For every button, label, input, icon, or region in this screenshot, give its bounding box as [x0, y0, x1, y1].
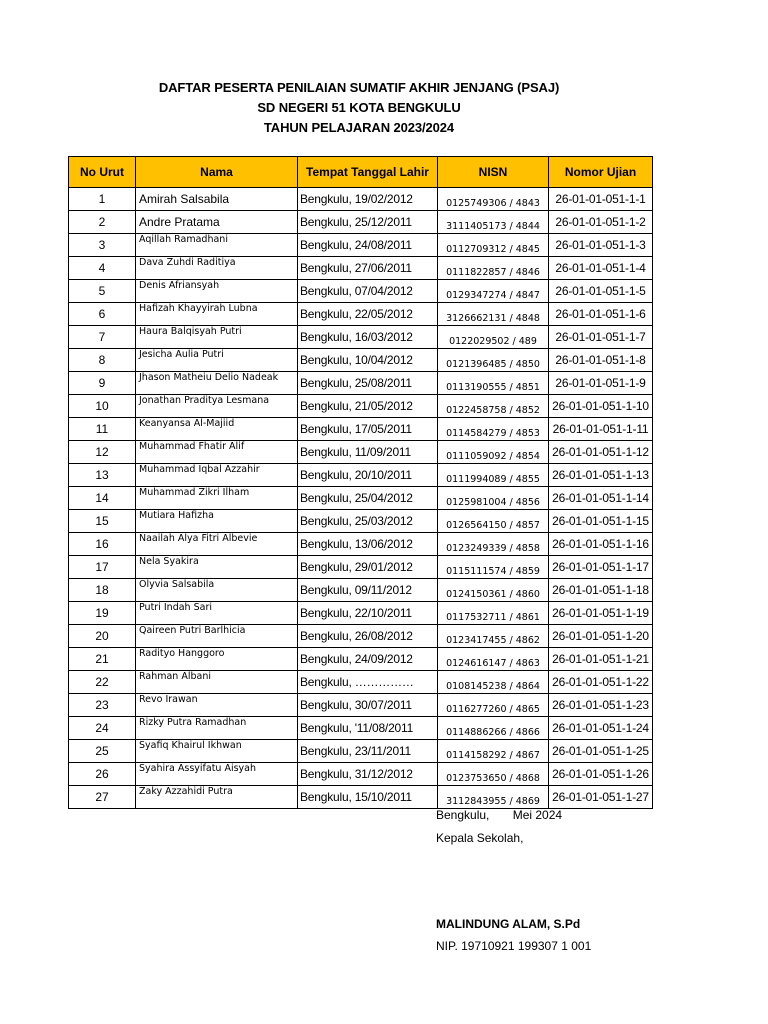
birth-place-date: Bengkulu, 27/06/2011: [298, 257, 438, 280]
exam-number: 26-01-01-051-1-25: [549, 740, 653, 763]
birth-place-date: Bengkulu, 25/03/2012: [298, 510, 438, 533]
exam-number: 26-01-01-051-1-13: [549, 464, 653, 487]
nisn: 0112709312 / 4845: [438, 234, 549, 257]
birth-place-date: Bengkulu, 23/11/2011: [298, 740, 438, 763]
table-row: [69, 556, 653, 579]
row-number: 25: [69, 740, 136, 763]
exam-number: 26-01-01-051-1-3: [549, 234, 653, 257]
birth-place-date: Bengkulu, 22/10/2011: [298, 602, 438, 625]
table-row: [69, 349, 653, 372]
birth-place-date: Bengkulu, 17/05/2011: [298, 418, 438, 441]
birth-place-date: Bengkulu, 07/04/2012: [298, 280, 438, 303]
row-number: 20: [69, 625, 136, 648]
student-name: Amirah Salsabila: [136, 188, 298, 211]
exam-number: 26-01-01-051-1-2: [549, 211, 653, 234]
row-number: 7: [69, 326, 136, 349]
row-number: 3: [69, 234, 136, 257]
exam-number: 26-01-01-051-1-15: [549, 510, 653, 533]
table-row: [69, 786, 653, 809]
document-title: DAFTAR PESERTA PENILAIAN SUMATIF AKHIR JENJANG (PSAJ): [158, 80, 560, 95]
nisn: 3111405173 / 4844: [438, 211, 549, 234]
student-name: Hafizah Khayyirah Lubna: [136, 303, 298, 326]
row-number: 22: [69, 671, 136, 694]
exam-number: 26-01-01-051-1-19: [549, 602, 653, 625]
table-row: [69, 464, 653, 487]
table-row: [69, 257, 653, 280]
nisn: 0115111574 / 4859: [438, 556, 549, 579]
student-name: Jonathan Praditya Lesmana: [136, 395, 298, 418]
table-row: [69, 625, 653, 648]
table-row: [69, 740, 653, 763]
nisn: 0116277260 / 4865: [438, 694, 549, 717]
table-row: [69, 510, 653, 533]
row-number: 24: [69, 717, 136, 740]
birth-place-date: Bengkulu, 25/12/2011: [298, 211, 438, 234]
row-number: 6: [69, 303, 136, 326]
student-name: Naailah Alya Fitri Albevie: [136, 533, 298, 556]
table-row: [69, 717, 653, 740]
nisn: 0114158292 / 4867: [438, 740, 549, 763]
nisn: 0125749306 / 4843: [438, 188, 549, 211]
nisn: 0121396485 / 4850: [438, 349, 549, 372]
exam-number: 26-01-01-051-1-22: [549, 671, 653, 694]
table-row: [69, 579, 653, 602]
birth-place-date: Bengkulu, 09/11/2012: [298, 579, 438, 602]
row-number: 11: [69, 418, 136, 441]
row-number: 5: [69, 280, 136, 303]
row-number: 1: [69, 188, 136, 211]
row-number: 10: [69, 395, 136, 418]
student-name: Dava Zuhdi Raditiya: [136, 257, 298, 280]
exam-number: 26-01-01-051-1-6: [549, 303, 653, 326]
student-name: Olyvia Salsabila: [136, 579, 298, 602]
table-row: [69, 280, 653, 303]
row-number: 19: [69, 602, 136, 625]
birth-place-date: Bengkulu, 15/10/2011: [298, 786, 438, 809]
table-row: [69, 418, 653, 441]
student-name: Putri Indah Sari: [136, 602, 298, 625]
nisn: 0123417455 / 4862: [438, 625, 549, 648]
exam-number: 26-01-01-051-1-5: [549, 280, 653, 303]
student-name: Nela Syakira: [136, 556, 298, 579]
table-row: [69, 671, 653, 694]
exam-number: 26-01-01-051-1-9: [549, 372, 653, 395]
nisn: 3126662131 / 4848: [438, 303, 549, 326]
column-header-nisn: NISN: [438, 157, 549, 188]
exam-number: 26-01-01-051-1-26: [549, 763, 653, 786]
exam-number: 26-01-01-051-1-4: [549, 257, 653, 280]
student-name: Keanyansa Al-Majiid: [136, 418, 298, 441]
signature-nip: NIP. 19710921 199307 1 001: [436, 939, 592, 953]
table-row: [69, 602, 653, 625]
school-name: SD NEGERI 51 KOTA BENGKULU: [257, 100, 461, 115]
nisn: 0123753650 / 4868: [438, 763, 549, 786]
nisn: 0126564150 / 4857: [438, 510, 549, 533]
student-name: Syahira Assyifatu Aisyah: [136, 763, 298, 786]
signature-place-date: Bengkulu, Mei 2024: [436, 808, 563, 822]
student-name: Aqillah Ramadhani: [136, 234, 298, 257]
exam-number: 26-01-01-051-1-27: [549, 786, 653, 809]
nisn: 0111059092 / 4854: [438, 441, 549, 464]
student-name: Haura Balqisyah Putri: [136, 326, 298, 349]
table-row: [69, 763, 653, 786]
nisn: 0124616147 / 4863: [438, 648, 549, 671]
birth-place-date: Bengkulu, 20/10/2011: [298, 464, 438, 487]
academic-year: TAHUN PELAJARAN 2023/2024: [263, 120, 455, 135]
row-number: 17: [69, 556, 136, 579]
exam-number: 26-01-01-051-1-21: [549, 648, 653, 671]
student-name: Muhammad Zikri Ilham: [136, 487, 298, 510]
nisn: 0114584279 / 4853: [438, 418, 549, 441]
nisn: 0125981004 / 4856: [438, 487, 549, 510]
signature-role: Kepala Sekolah,: [436, 831, 524, 845]
row-number: 27: [69, 786, 136, 809]
birth-place-date: Bengkulu, 22/05/2012: [298, 303, 438, 326]
birth-place-date: Bengkulu, 16/03/2012: [298, 326, 438, 349]
row-number: 21: [69, 648, 136, 671]
student-name: Andre Pratama: [136, 211, 298, 234]
table-row: [69, 487, 653, 510]
nisn: 0111822857 / 4846: [438, 257, 549, 280]
exam-number: 26-01-01-051-1-14: [549, 487, 653, 510]
row-number: 9: [69, 372, 136, 395]
column-header-ttl: Tempat Tanggal Lahir: [298, 157, 438, 188]
nisn: 0124150361 / 4860: [438, 579, 549, 602]
exam-number: 26-01-01-051-1-23: [549, 694, 653, 717]
nisn: 0122029502 / 489: [438, 326, 549, 349]
birth-place-date: Bengkulu, 11/09/2011: [298, 441, 438, 464]
nisn: 0123249339 / 4858: [438, 533, 549, 556]
column-header-ujian: Nomor Ujian: [549, 157, 653, 188]
exam-number: 26-01-01-051-1-1: [549, 188, 653, 211]
row-number: 4: [69, 257, 136, 280]
table-row: [69, 648, 653, 671]
row-number: 12: [69, 441, 136, 464]
birth-place-date: Bengkulu, 26/08/2012: [298, 625, 438, 648]
birth-place-date: Bengkulu, 13/06/2012: [298, 533, 438, 556]
student-name: Denis Afriansyah: [136, 280, 298, 303]
student-name: Radityo Hanggoro: [136, 648, 298, 671]
student-name: Jesicha Aulia Putri: [136, 349, 298, 372]
table-header-row: [69, 157, 653, 188]
nisn: 0113190555 / 4851: [438, 372, 549, 395]
student-name: Qaireen Putri Barlhicia: [136, 625, 298, 648]
exam-number: 26-01-01-051-1-12: [549, 441, 653, 464]
exam-number: 26-01-01-051-1-24: [549, 717, 653, 740]
birth-place-date: Bengkulu, 21/05/2012: [298, 395, 438, 418]
table-body: [69, 188, 653, 809]
student-name: Jhason Matheiu Delio Nadeak: [136, 372, 298, 395]
row-number: 8: [69, 349, 136, 372]
birth-place-date: Bengkulu, 25/08/2011: [298, 372, 438, 395]
row-number: 15: [69, 510, 136, 533]
exam-number: 26-01-01-051-1-18: [549, 579, 653, 602]
exam-number: 26-01-01-051-1-17: [549, 556, 653, 579]
row-number: 18: [69, 579, 136, 602]
exam-number: 26-01-01-051-1-11: [549, 418, 653, 441]
row-number: 26: [69, 763, 136, 786]
column-header-nama: Nama: [136, 157, 298, 188]
table-row: [69, 326, 653, 349]
column-header-no: No Urut: [69, 157, 136, 188]
nisn: 0129347274 / 4847: [438, 280, 549, 303]
birth-place-date: Bengkulu, ……………: [298, 671, 438, 694]
row-number: 2: [69, 211, 136, 234]
table-row: [69, 441, 653, 464]
exam-number: 26-01-01-051-1-16: [549, 533, 653, 556]
student-name: Muhammad Iqbal Azzahir: [136, 464, 298, 487]
table-row: [69, 694, 653, 717]
nisn: 3112843955 / 4869: [438, 786, 549, 809]
nisn: 0108145238 / 4864: [438, 671, 549, 694]
exam-number: 26-01-01-051-1-7: [549, 326, 653, 349]
exam-number: 26-01-01-051-1-8: [549, 349, 653, 372]
nisn: 0117532711 / 4861: [438, 602, 549, 625]
student-name: Muhammad Fhatir Alif: [136, 441, 298, 464]
nisn: 0122458758 / 4852: [438, 395, 549, 418]
student-name: Rahman Albani: [136, 671, 298, 694]
row-number: 23: [69, 694, 136, 717]
birth-place-date: Bengkulu, 29/01/2012: [298, 556, 438, 579]
table-row: [69, 234, 653, 257]
birth-place-date: Bengkulu, 19/02/2012: [298, 188, 438, 211]
document-header: [0, 78, 718, 138]
participant-table: [68, 156, 653, 809]
birth-place-date: Bengkulu, 24/09/2012: [298, 648, 438, 671]
row-number: 16: [69, 533, 136, 556]
table-row: [69, 211, 653, 234]
row-number: 13: [69, 464, 136, 487]
birth-place-date: Bengkulu, 30/07/2011: [298, 694, 438, 717]
nisn: 0111994089 / 4855: [438, 464, 549, 487]
nisn: 0114886266 / 4866: [438, 717, 549, 740]
signature-name: MALINDUNG ALAM, S.Pd: [436, 917, 581, 931]
row-number: 14: [69, 487, 136, 510]
table-row: [69, 395, 653, 418]
birth-place-date: Bengkulu, '11/08/2011: [298, 717, 438, 740]
birth-place-date: Bengkulu, 25/04/2012: [298, 487, 438, 510]
table-row: [69, 303, 653, 326]
exam-number: 26-01-01-051-1-10: [549, 395, 653, 418]
table-row: [69, 372, 653, 395]
student-name: Mutiara Hafizha: [136, 510, 298, 533]
student-name: Zaky Azzahidi Putra: [136, 786, 298, 809]
birth-place-date: Bengkulu, 10/04/2012: [298, 349, 438, 372]
student-name: Syafiq Khairul Ikhwan: [136, 740, 298, 763]
birth-place-date: Bengkulu, 24/08/2011: [298, 234, 438, 257]
exam-number: 26-01-01-051-1-20: [549, 625, 653, 648]
birth-place-date: Bengkulu, 31/12/2012: [298, 763, 438, 786]
table-row: [69, 188, 653, 211]
student-name: Rizky Putra Ramadhan: [136, 717, 298, 740]
table-row: [69, 533, 653, 556]
student-name: Revo Irawan: [136, 694, 298, 717]
